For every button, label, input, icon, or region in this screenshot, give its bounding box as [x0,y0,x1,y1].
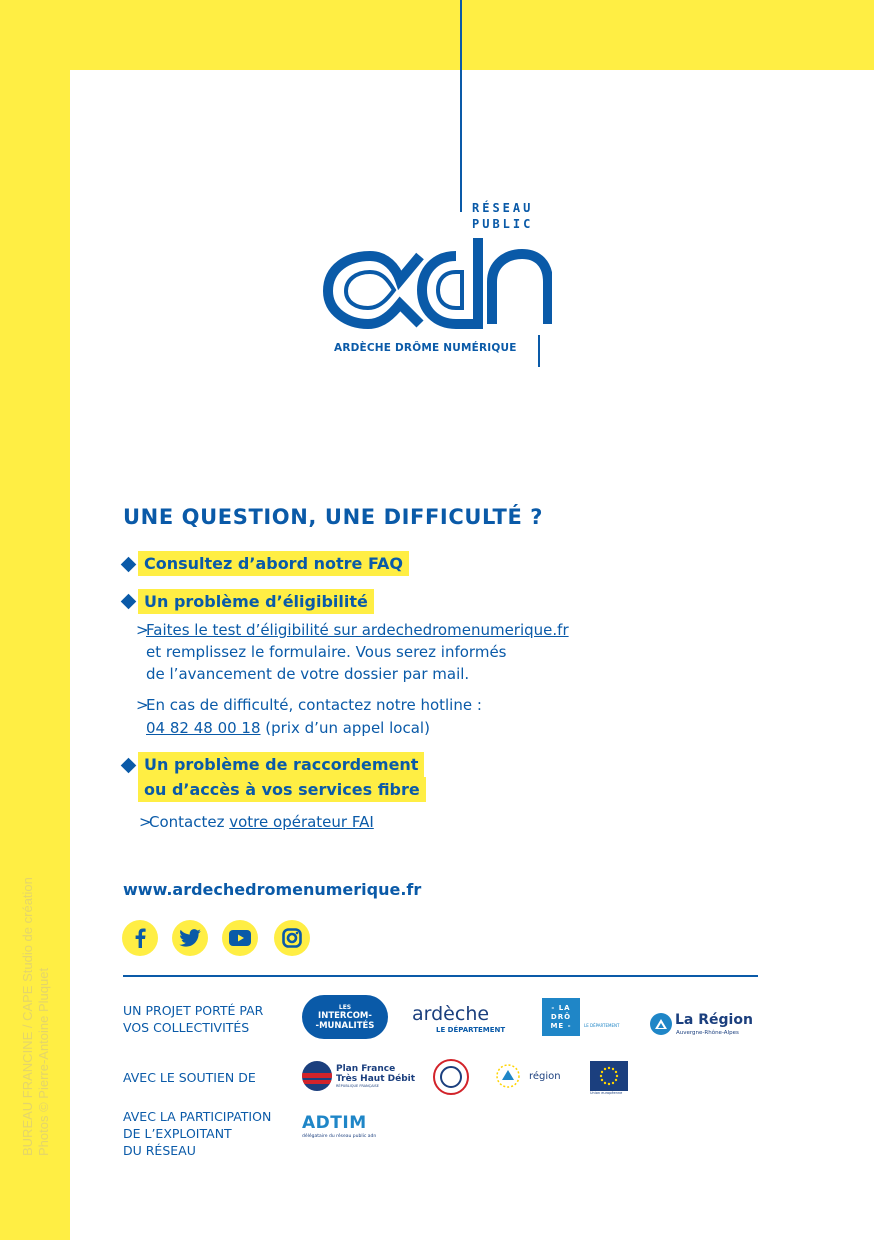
plan-france-line-1: Plan France [336,1064,396,1074]
carried-by-line-2: VOS COLLECTIVITÉS [123,1020,250,1035]
participation-line-3: DU RÉSEAU [123,1143,196,1158]
twitter-icon[interactable] [172,920,208,956]
website-link[interactable]: www.ardechedromenumerique.fr [123,880,422,899]
participation-label [123,1108,271,1159]
operator-link[interactable]: votre opérateur FAI [229,813,374,831]
intercom-line-2: INTERCOM- [318,1010,372,1021]
youtube-icon[interactable] [222,920,258,956]
hotline-line [146,717,430,739]
public-label: PUBLIC [472,217,534,231]
section-heading: UNE QUESTION, UNE DIFFICULTÉ ? [123,505,544,529]
plan-france-thd-text [336,1064,415,1088]
adtim-name: ADTIM [302,1113,367,1133]
eligibility-test-link[interactable]: Faites le test d’éligibilité sur ardechedromenumerique.fr [146,621,569,639]
decorative-vertical-line [460,0,462,212]
ardeche-logo [412,1004,518,1036]
instagram-icon[interactable] [274,920,310,956]
hotline-text: En cas de difficulté, contactez notre hotline : [146,696,482,714]
adtim-logo [302,1114,376,1139]
eligibility-text-line-3: de l’avancement de votre dossier par mail. [146,665,470,683]
carried-by-label [123,1002,263,1036]
drome-subtitle: LE DÉPARTEMENT [584,1023,620,1028]
plan-france-sub: RÉPUBLIQUE FRANÇAISE [336,1084,379,1088]
eu-flag-logo [590,1061,628,1091]
faq-item-3-line-1: Un problème de raccordement [138,752,424,777]
facebook-icon[interactable] [122,920,158,956]
plan-france-thd-icon [302,1061,332,1091]
drome-logo [542,998,580,1036]
ardeche-subtitle: LE DÉPARTEMENT [436,1026,506,1034]
intercommunalites-logo [302,995,388,1039]
adn-logo [320,234,552,332]
reseau-label: RÉSEAU [472,201,534,215]
region-logo-icon [650,1013,672,1035]
bullet-diamond-icon [121,594,137,610]
supported-by-label: AVEC LE SOUTIEN DE [123,1070,256,1085]
region-name: La Région [675,1012,753,1028]
eu-label: Union européenne [590,1091,623,1095]
faq-item-3-line-2: ou d’accès à vos services fibre [138,777,426,802]
participation-line-1: AVEC LA PARTICIPATION [123,1109,272,1124]
eligibility-text-line-2: et remplissez le formulaire. Vous serez informés [146,643,507,661]
hotline-price-note: (prix d’un appel local) [265,719,430,737]
intercom-line-1: LES [338,1003,352,1011]
hotline-phone-link[interactable]: 04 82 48 00 18 [146,719,261,737]
bullet-diamond-icon [121,758,137,774]
arrow-icon: > [136,696,149,714]
photo-credit [20,877,52,1156]
reseau-public-label [472,200,533,232]
credit-line-1: BUREAU FRANCINE / CAPE Studio de création [20,877,35,1156]
plan-france-line-2: Très Haut Débit [336,1074,416,1084]
region-support-name: région [529,1071,561,1082]
decorative-logo-line [538,335,540,367]
logo-subtitle: ARDÈCHE DRÔME NUMÉRIQUE [334,342,517,354]
ardeche-name: ardèche [412,1003,490,1025]
contact-prefix: Contactez [149,813,225,831]
faq-item-1[interactable]: Consultez d’abord notre FAQ [138,551,409,576]
region-subtitle: Auvergne-Rhône-Alpes [676,1030,739,1036]
drome-tile-text: - LA DRÔ ME - [550,1003,572,1030]
credit-line-2: Photos © Pierre-Antoine Pluquet [36,967,51,1156]
bullet-diamond-icon [121,557,137,573]
region-support-logo [495,1062,575,1092]
republic-seal-logo [433,1059,469,1095]
arrow-icon: > [139,813,152,831]
intercom-line-3: -MUNALITÉS [315,1020,375,1031]
yellow-top-band [70,0,874,70]
participation-line-2: DE L’EXPLOITANT [123,1126,232,1141]
carried-by-line-1: UN PROJET PORTÉ PAR [123,1003,264,1018]
section-divider [123,975,758,977]
contact-operator-line [149,811,374,833]
faq-item-2: Un problème d’éligibilité [138,589,374,614]
arrow-icon: > [136,621,149,639]
adtim-subtitle: délégataire du réseau public adn [302,1134,377,1139]
